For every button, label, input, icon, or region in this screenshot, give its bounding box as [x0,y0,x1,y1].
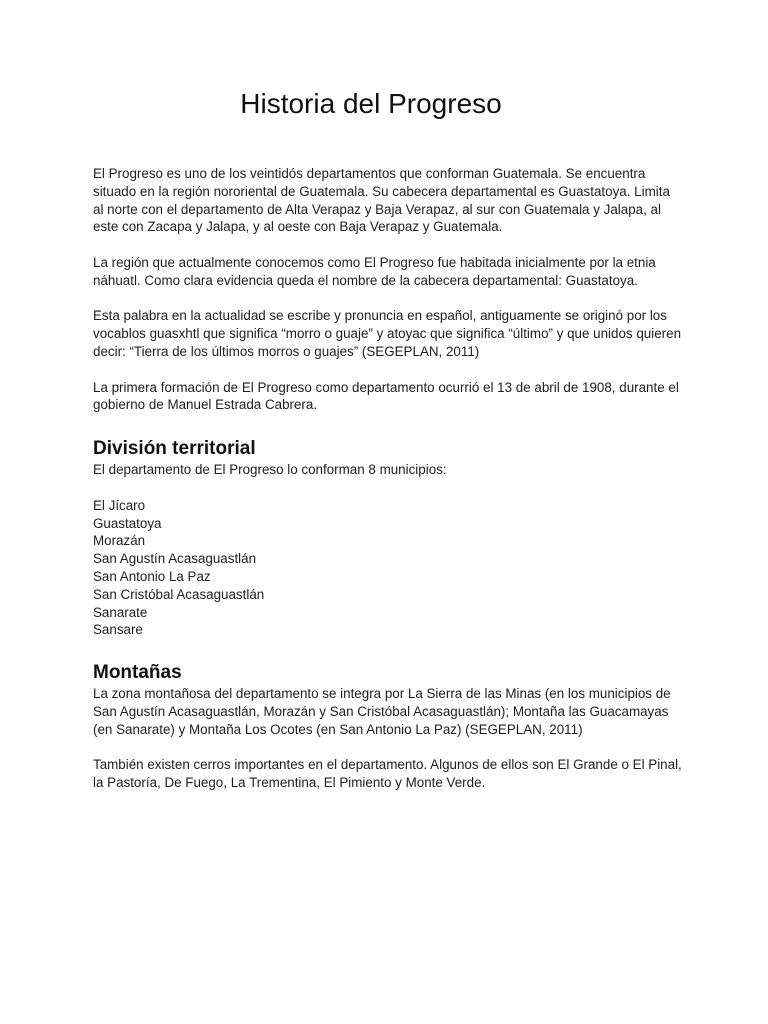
list-item: Guastatoya [93,515,162,531]
montanas-paragraph: La zona montañosa del departamento se integra por La Sierra de las Minas (en los municipios de San Agustín Acasaguastlán, Morazán y San Cristóbal Acasaguastlán); Montaña las Guacamayas (en Sanarate) y Montaña Los Ocotes (en San Antonio La Paz) (SEGEPLAN, 2011) [93,686,671,737]
document-body [93,165,683,810]
list-item: El Jícaro [93,497,146,513]
intro-paragraph: La región que actualmente conocemos como El Progreso fue habitada inicialmente por la etnia náhuatl. Como clara evidencia queda el nombre de la cabecera departamental: Guastatoya. [93,254,656,288]
list-item: San Cristóbal Acasaguastlán [93,586,265,602]
page-title: Historia del Progreso [240,88,502,119]
division-intro: El departamento de El Progreso lo conforman 8 municipios: [93,462,447,478]
intro-paragraph: Esta palabra en la actualidad se escribe y pronuncia en español, antiguamente se originó por los vocablos guasxhtl que significa “morro o guaje” y atoyac que significa “último” y que unidos quieren decir: “Tierra de los últimos morros o guajes” (SEGEPLAN, 2011) [93,308,682,359]
list-item: Sansare [93,622,143,638]
municipality-list [93,497,683,639]
intro-paragraph: La primera formación de El Progreso como departamento ocurrió el 13 de abril de 1908, durante el gobierno de Manuel Estrada Cabrera. [93,379,679,413]
list-item: San Antonio La Paz [93,568,211,584]
list-item: Morazán [93,533,146,549]
list-item: San Agustín Acasaguastlán [93,551,257,567]
intro-paragraph: El Progreso es uno de los veintidós departamentos que conforman Guatemala. Se encuentra situado en la región nororiental de Guatemala. Su cabecera departamental es Guastatoya. Limita al norte con el departamento de Alta Verapaz y Baja Verapaz, al sur con Guatemala y Jalapa, al este con Zacapa y Jalapa, y al oeste con Baja Verapaz y Guatemala. [93,166,670,235]
section-heading-montanas: Montañas [93,662,182,684]
montanas-paragraph: También existen cerros importantes en el departamento. Algunos de ellos son El Grande o El Pinal, la Pastoría, De Fuego, La Trementina, El Pimiento y Monte Verde. [93,757,682,791]
list-item: Sanarate [93,604,148,620]
section-heading-division: División territorial [93,438,256,460]
